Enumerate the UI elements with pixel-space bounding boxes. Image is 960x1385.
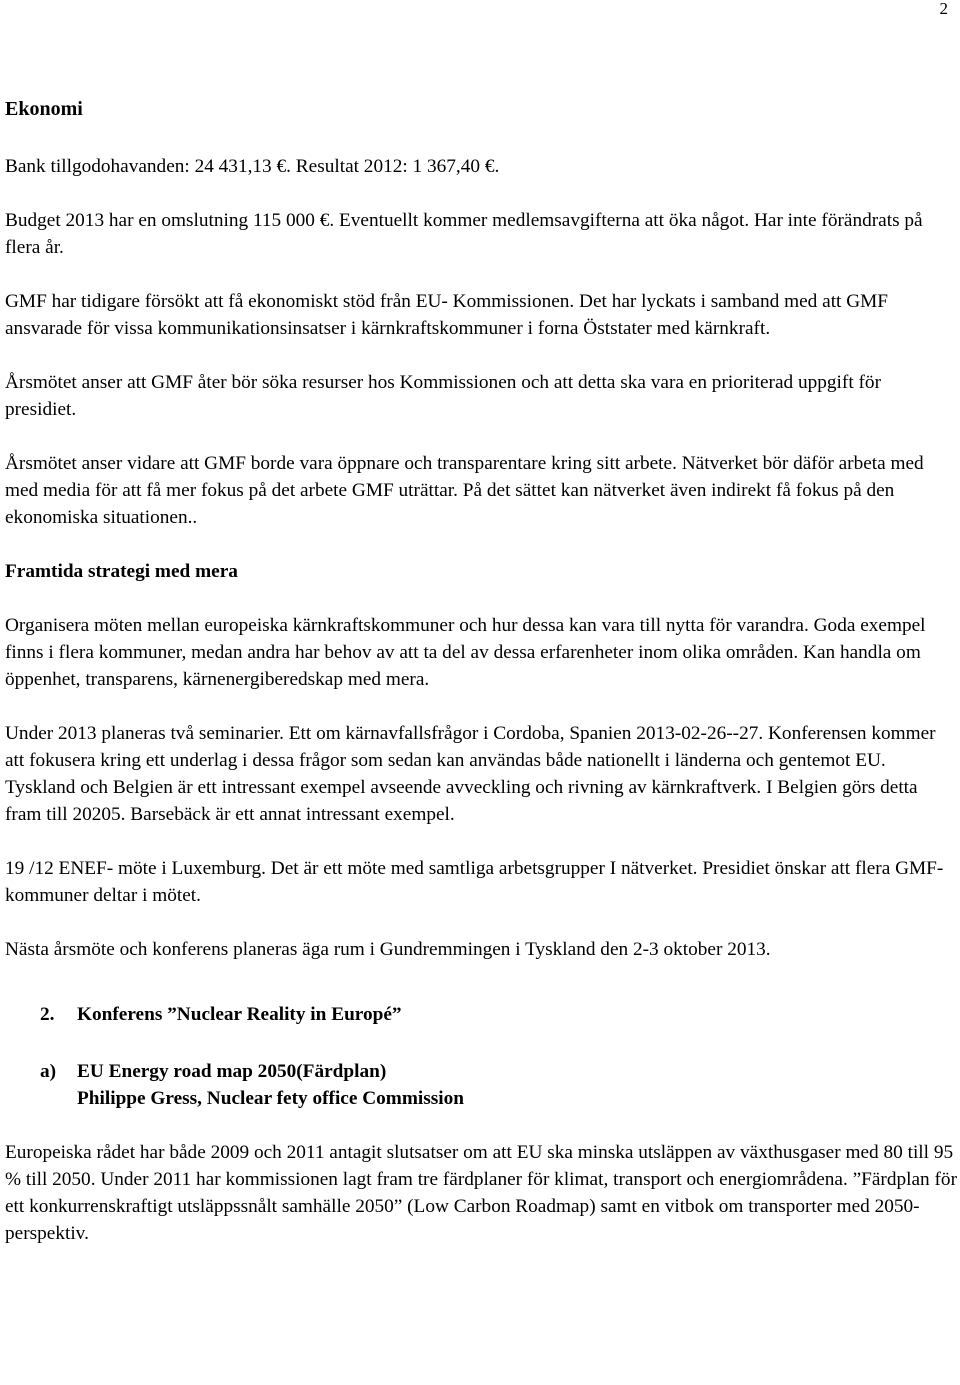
paragraph-budget: Budget 2013 har en omslutning 115 000 €. Eventuellt kommer medlemsavgifterna att öka något. Har inte förändrats på flera år. (5, 210, 923, 258)
section-2-number: 2. (40, 1004, 55, 1025)
section-a-heading (5, 1058, 957, 1112)
section-a-title: EU Energy road map 2050(Färdplan) (77, 1061, 387, 1082)
page-number: 2 (939, 0, 948, 18)
paragraph-bank-balance: Bank tillgodohavanden: 24 431,13 €. Resultat 2012: 1 367,40 €. (5, 156, 500, 177)
paragraph-roadmap: Europeiska rådet har både 2009 och 2011 antagit slutsatser om att EU ska minska utsläppen av växthusgaser med 80 till 95 % till 2050. Under 2011 har kommissionen lagt fram tre färdplaner för klimat, transport och energiområdena. ”Färdplan för ett konkurrenskraftigt utsläppssnålt samhälle 2050” (Low Carbon Roadmap) samt en vitbok om transporter med 2050-perspektiv. (5, 1142, 957, 1244)
paragraph-next-meeting: Nästa årsmöte och konferens planeras äga rum i Gundremmingen i Tyskland den 2-3 oktober 2013. (5, 939, 771, 960)
section-2-title: Konferens ”Nuclear Reality in Europé” (77, 1004, 402, 1025)
document-body (5, 96, 957, 1247)
paragraph-resources: Årsmötet anser att GMF åter bör söka resurser hos Kommissionen och att detta ska vara en prioriterad uppgift för presidiet. (5, 372, 881, 420)
heading-economy: Ekonomi (5, 98, 83, 120)
section-a-speaker: Philippe Gress, Nuclear fety office Commission (77, 1088, 465, 1109)
paragraph-enef: 19 /12 ENEF- möte i Luxemburg. Det är ett möte med samtliga arbetsgrupper I nätverket. Presidiet önskar att flera GMF- kommuner deltar i mötet. (5, 858, 944, 906)
paragraph-transparency: Årsmötet anser vidare att GMF borde vara öppnare och transparentare kring sitt arbete. Nätverket bör däför arbeta med med media för att få mer fokus på det arbete GMF uträttar. På det sättet kan nätverket även indirekt få fokus på den ekonomiska situationen.. (5, 453, 924, 528)
section-2-heading (5, 1001, 957, 1028)
paragraph-eu-support: GMF har tidigare försökt att få ekonomiskt stöd från EU- Kommissionen. Det har lyckats i samband med att GMF ansvarade för vissa kommunikationsinsatser i kärnkraftskommuner i forna Öststater med kärnkraft. (5, 291, 889, 339)
paragraph-seminars: Under 2013 planeras två seminarier. Ett om kärnavfallsfrågor i Cordoba, Spanien 2013-02-26--27. Konferensen kommer att fokusera kring ett underlag i dessa frågor som sedan kan användas både nationellt i länderna och gentemot EU. Tyskland och Belgien är ett intressant exempel avseende avveckling och rivning av kärnkraftverk. I Belgien görs detta fram till 20205. Barsebäck är ett annat intressant exempel. (5, 723, 936, 825)
paragraph-meetings: Organisera möten mellan europeiska kärnkraftskommuner och hur dessa kan vara till nytta för varandra. Goda exempel finns i flera kommuner, medan andra har behov av att ta del av dessa erfarenheter inom olika områden. Kan handla om öppenhet, transparens, kärnenergiberedskap med mera. (5, 615, 926, 690)
heading-strategy: Framtida strategi med mera (5, 561, 238, 582)
section-a-letter: a) (40, 1061, 57, 1082)
